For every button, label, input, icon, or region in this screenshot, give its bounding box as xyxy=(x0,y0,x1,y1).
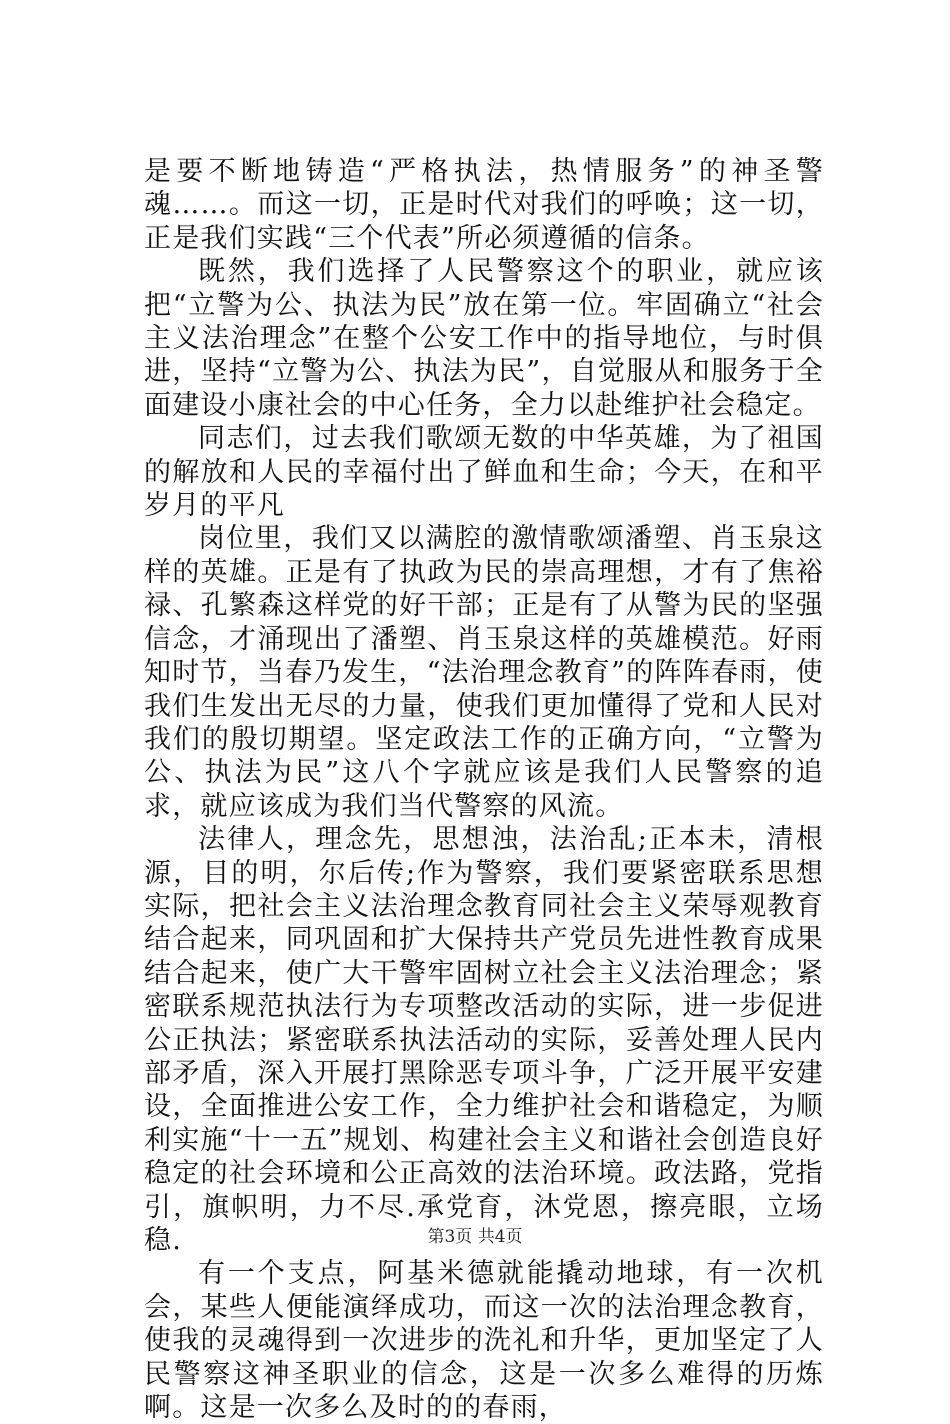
paragraph-rule-of-law: 法律人，理念先，思想浊，法治乱;正本未，清根源，目的明，尔后传;作为警察，我们要紧密联系思想实际，把社会主义法治理念教育同社会主义荣辱观教育结合起来，同巩固和扩大保持共产党员先进性教育成果结合起来，使广大干警牢固树立社会主义法治理念；紧密联系规范执法行为专项整改活动的实际，进一步促进公正执法；紧密联系执法活动的实际，妥善处理人民内部矛盾，深入开展打黑除恶专项斗争，广泛开展平安建设，全面推进公安工作，全力维护社会和谐稳定，为顺利实施“十一五”规划、构建社会主义和谐社会创造良好稳定的社会环境和公正高效的法治环境。政法路，党指引，旗帜明，力不尽.承党育，沐党恩，擦亮眼，立场稳. xyxy=(144,824,824,1256)
paragraph-continuation: 是要不断地铸造“严格执法，热情服务”的神圣警魂……。而这一切，正是时代对我们的呼唤；这一切，正是我们实践“三个代表”所必须遵循的信条。 xyxy=(144,156,824,254)
paragraph-profession: 既然，我们选择了人民警察这个的职业，就应该把“立警为公、执法为民”放在第一位。牢固确立“社会主义法治理念”在整个公安工作中的指导地位，与时俱进，坚持“立警为公、执法为民”，自觉服从和服务于全面建设小康社会的中心任务，全力以赴维护社会稳定。 xyxy=(144,256,824,421)
paragraph-heroes: 岗位里，我们又以满腔的激情歌颂潘塑、肖玉泉这样的英雄。正是有了执政为民的崇高理想，才有了焦裕禄、孔繁森这样党的好干部；正是有了从警为民的坚强信念，才涌现出了潘塑、肖玉泉这样的英雄模范。好雨知时节，当春乃发生，“法治理念教育”的阵阵春雨，使我们生发出无尽的力量，使我们更加懂得了党和人民对我们的殷切期望。坚定政法工作的正确方向，“立警为公、执法为民”这八个字就应该是我们人民警察的追求，就应该成为我们当代警察的风流。 xyxy=(144,523,824,822)
paragraph-comrades: 同志们，过去我们歌颂无数的中华英雄，为了祖国的解放和人民的幸福付出了鲜血和生命；今天，在和平岁月的平凡 xyxy=(144,423,824,522)
paragraph-archimedes: 有一个支点，阿基米德就能撬动地球，有一次机会，某些人便能演绎成功，而这一次的法治理念教育，使我的灵魂得到一次进步的洗礼和升华，更加坚定了人民警察这神圣职业的信念，这是一次多么难得的历炼啊。这是一次多么及时的的春雨， xyxy=(144,1258,824,1424)
page-number-footer: 第3页 共4页 xyxy=(427,1227,523,1247)
